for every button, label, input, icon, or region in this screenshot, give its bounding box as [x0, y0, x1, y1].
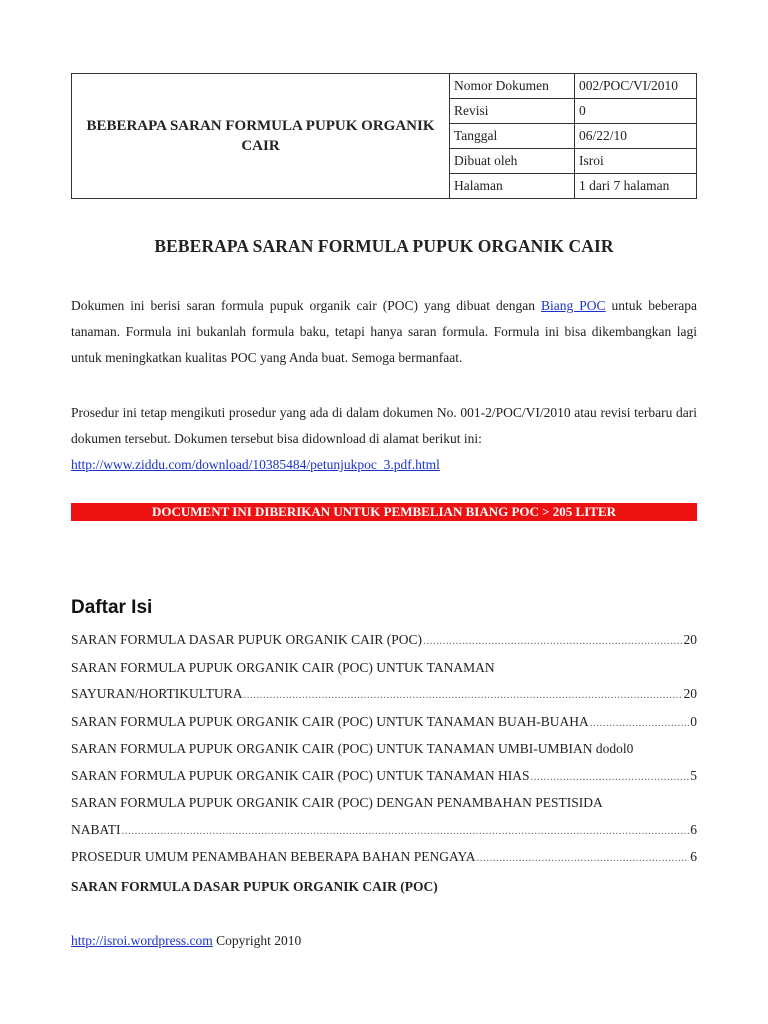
toc-item[interactable] — [71, 817, 697, 845]
footer-copyright: Copyright 2010 — [212, 933, 302, 948]
toc-item-page: 20 — [683, 686, 697, 701]
header-value-tanggal: 06/22/10 — [575, 124, 697, 149]
toc-item[interactable] — [71, 709, 697, 737]
header-key-revisi: Revisi — [450, 99, 575, 124]
intro-text-before: Dokumen ini berisi saran formula pupuk organik cair (POC) yang dibuat dengan — [71, 298, 541, 313]
page-title: BEBERAPA SARAN FORMULA PUPUK ORGANIK CAIR — [154, 236, 614, 256]
header-value-revisi: 0 — [575, 99, 697, 124]
procedure-paragraph — [71, 400, 697, 478]
intro-paragraph — [71, 293, 697, 371]
toc-item-page: 6 — [690, 821, 697, 837]
toc-item-page: 0 — [690, 713, 697, 729]
toc-item-page: 20 — [683, 632, 697, 647]
toc-item-title: SARAN FORMULA DASAR PUPUK ORGANIK CAIR (POC) — [71, 632, 423, 647]
header-key-dibuat-oleh: Dibuat oleh — [450, 149, 575, 174]
toc-leader-dots — [423, 628, 682, 655]
toc-leader-dots — [122, 818, 690, 845]
header-value-nomor-dokumen: 002/POC/VI/2010 — [575, 74, 697, 99]
toc-item-page: 6 — [690, 849, 697, 864]
toc-item-title: PROSEDUR UMUM PENAMBAHAN BEBERAPA BAHAN PENGAYA — [71, 849, 476, 864]
footer-website-link[interactable]: http://isroi.wordpress.com — [71, 933, 213, 948]
table-of-contents — [71, 627, 697, 872]
procedure-text: Prosedur ini tetap mengikuti prosedur yang ada di dalam dokumen No. 001-2/POC/VI/2010 atau revisi terbaru dari dokumen tersebut. Dokumen tersebut bisa didownload di alamat berikut ini: — [71, 405, 697, 446]
header-value-halaman: 1 dari 7 halaman — [575, 174, 697, 199]
header-value-dibuat-oleh: Isroi — [575, 149, 697, 174]
header-key-halaman: Halaman — [450, 174, 575, 199]
toc-item[interactable] — [71, 763, 697, 791]
toc-item-title: SARAN FORMULA PUPUK ORGANIK CAIR (POC) UNTUK TANAMAN UMBI-UMBIAN dodol — [71, 741, 627, 756]
download-link[interactable]: http://www.ziddu.com/download/10385484/petunjukpoc_3.pdf.html — [71, 457, 440, 472]
header-key-nomor-dokumen: Nomor Dokumen — [450, 74, 575, 99]
toc-leader-dots — [530, 764, 689, 791]
toc-item-page: 0 — [626, 741, 634, 756]
toc-leader-dots — [243, 682, 682, 709]
toc-item[interactable] — [71, 736, 697, 763]
toc-leader-dots — [590, 710, 690, 737]
toc-item[interactable] — [71, 844, 697, 872]
document-header-table — [71, 73, 697, 199]
toc-item-title: SARAN FORMULA PUPUK ORGANIK CAIR (POC) UNTUK TANAMAN BUAH-BUAHA — [71, 713, 589, 729]
toc-item-title: NABATI — [71, 821, 121, 837]
header-document-title: BEBERAPA SARAN FORMULA PUPUK ORGANIK CAIR — [72, 74, 450, 199]
toc-heading: Daftar Isi — [71, 597, 153, 618]
purchase-banner: DOCUMENT INI DIBERIKAN UNTUK PEMBELIAN BIANG POC > 205 LITER — [71, 503, 697, 521]
toc-item-page: 5 — [690, 767, 697, 783]
toc-item[interactable] — [71, 681, 697, 709]
page-footer — [71, 933, 301, 949]
toc-item-line1[interactable]: SARAN FORMULA PUPUK ORGANIK CAIR (POC) DENGAN PENAMBAHAN PESTISIDA — [71, 795, 603, 810]
toc-item-line1[interactable]: SARAN FORMULA PUPUK ORGANIK CAIR (POC) UNTUK TANAMAN — [71, 659, 495, 675]
toc-item[interactable] — [71, 627, 697, 655]
toc-item-title: SARAN FORMULA PUPUK ORGANIK CAIR (POC) UNTUK TANAMAN HIAS — [71, 767, 530, 783]
section-heading: SARAN FORMULA DASAR PUPUK ORGANIK CAIR (POC) — [71, 879, 438, 894]
toc-item-title: SAYURAN/HORTIKULTURA — [71, 686, 243, 701]
header-key-tanggal: Tanggal — [450, 124, 575, 149]
toc-leader-dots — [476, 845, 689, 872]
intro-text-after: untuk beberapa tanaman. Formula ini bukanlah formula baku, tetapi hanya saran formula. Formula ini bisa dikembangkan lagi untuk meningkatkan kualitas POC yang Anda buat. Semoga bermanfaat. — [71, 298, 698, 365]
biang-poc-link[interactable]: Biang POC — [541, 298, 606, 313]
